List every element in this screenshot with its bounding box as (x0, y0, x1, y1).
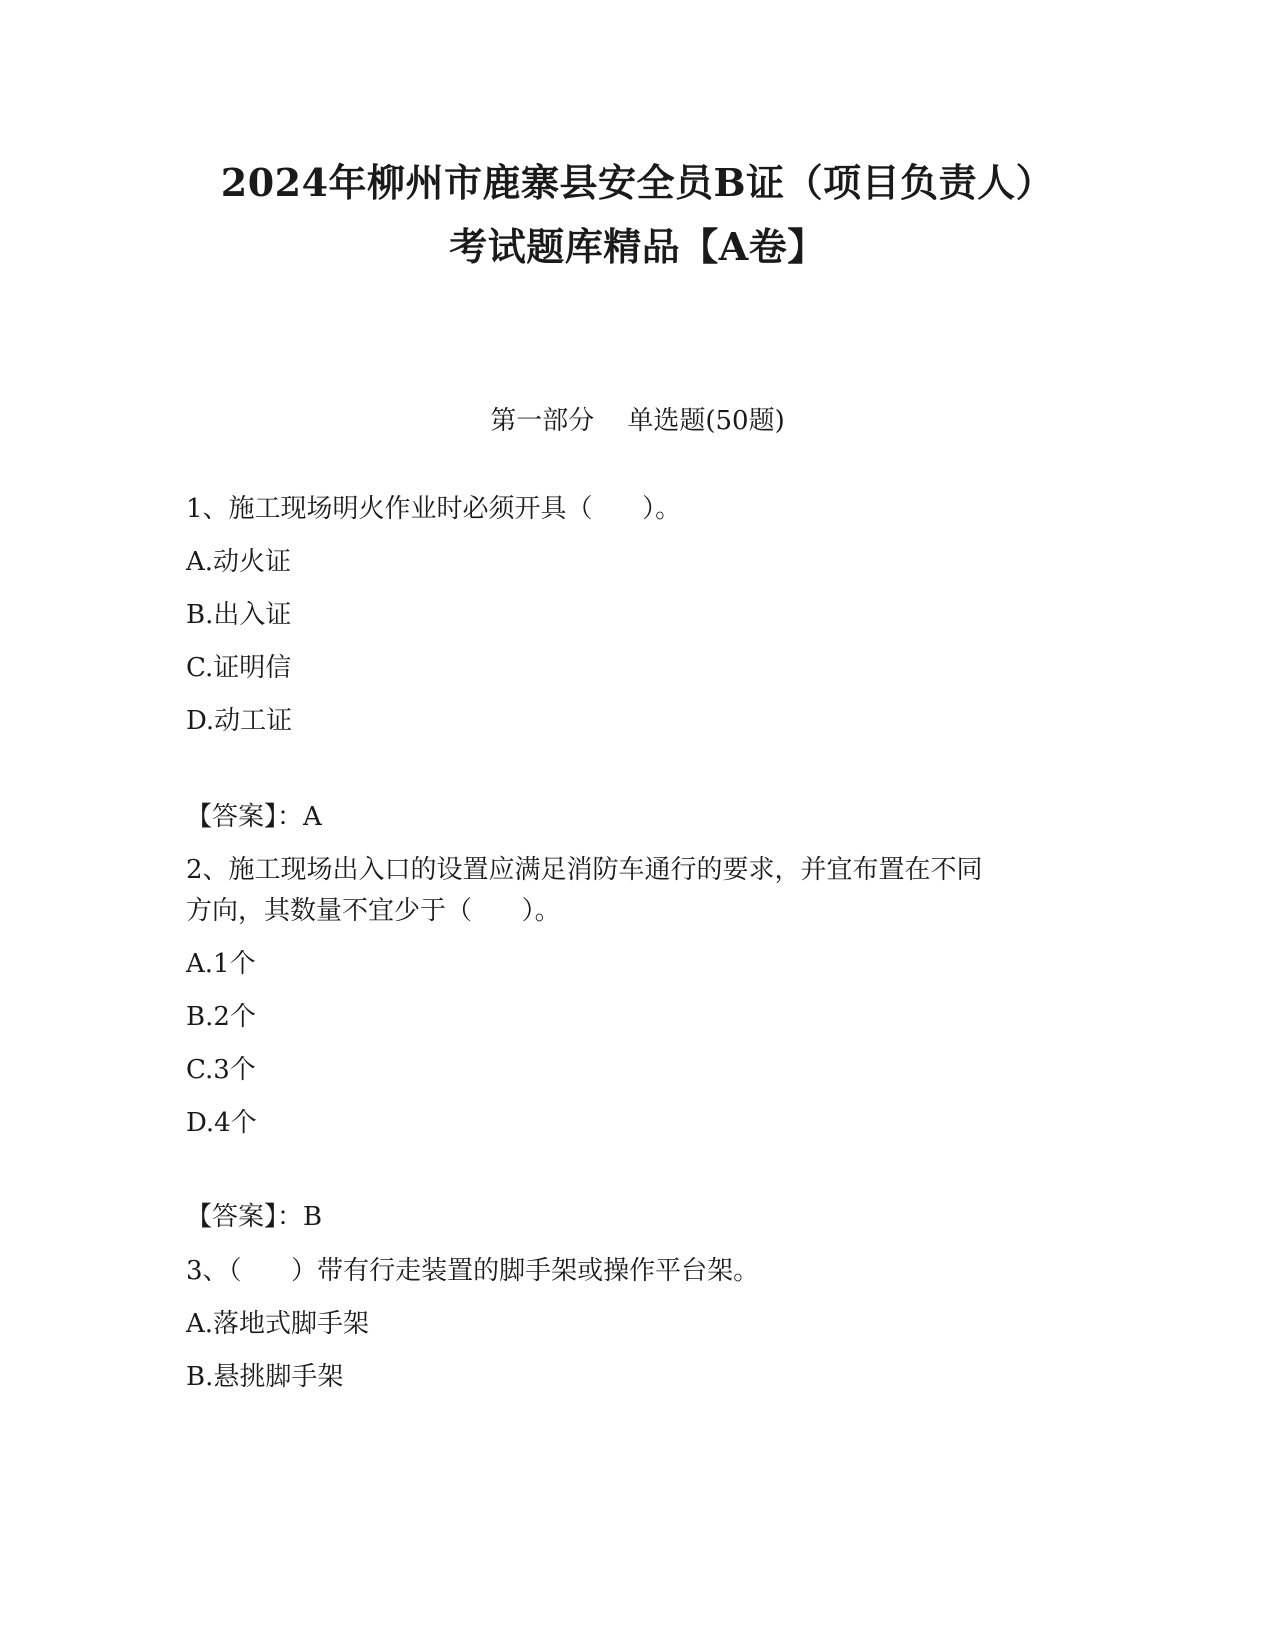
document-title-line-2: 考试题库精品【A卷】 (449, 224, 826, 269)
question-1-option-d: D.动工证 (186, 706, 293, 736)
question-1-option-c: C.证明信 (186, 653, 292, 683)
question-2-stem-line-2: 方向，其数量不宜少于（ ）。 (186, 896, 561, 926)
question-3-option-b: B.悬挑脚手架 (186, 1362, 344, 1392)
question-2-option-d: D.4个 (186, 1108, 257, 1138)
question-1-option-b: B.出入证 (186, 600, 292, 630)
question-1-stem: 1、施工现场明火作业时必须开具（ ）。 (186, 494, 682, 524)
question-3-option-a: A.落地式脚手架 (186, 1309, 370, 1339)
question-1-option-a: A.动火证 (186, 547, 292, 577)
question-2-answer: 【答案】：B (186, 1202, 323, 1232)
question-2-option-b: B.2个 (186, 1002, 256, 1032)
question-1-answer: 【答案】：A (186, 802, 322, 832)
question-2-option-a: A.1个 (186, 949, 256, 979)
question-2-option-c: C.3个 (186, 1055, 256, 1085)
question-3-stem: 3、（ ）带有行走装置的脚手架或操作平台架。 (186, 1256, 760, 1286)
document-title-line-1: 2024年柳州市鹿寨县安全员B证（项目负责人） (220, 160, 1055, 205)
section-heading: 第一部分 单选题(50题) (490, 406, 785, 436)
question-2-stem-line-1: 2、施工现场出入口的设置应满足消防车通行的要求，并宜布置在不同 (186, 855, 983, 885)
